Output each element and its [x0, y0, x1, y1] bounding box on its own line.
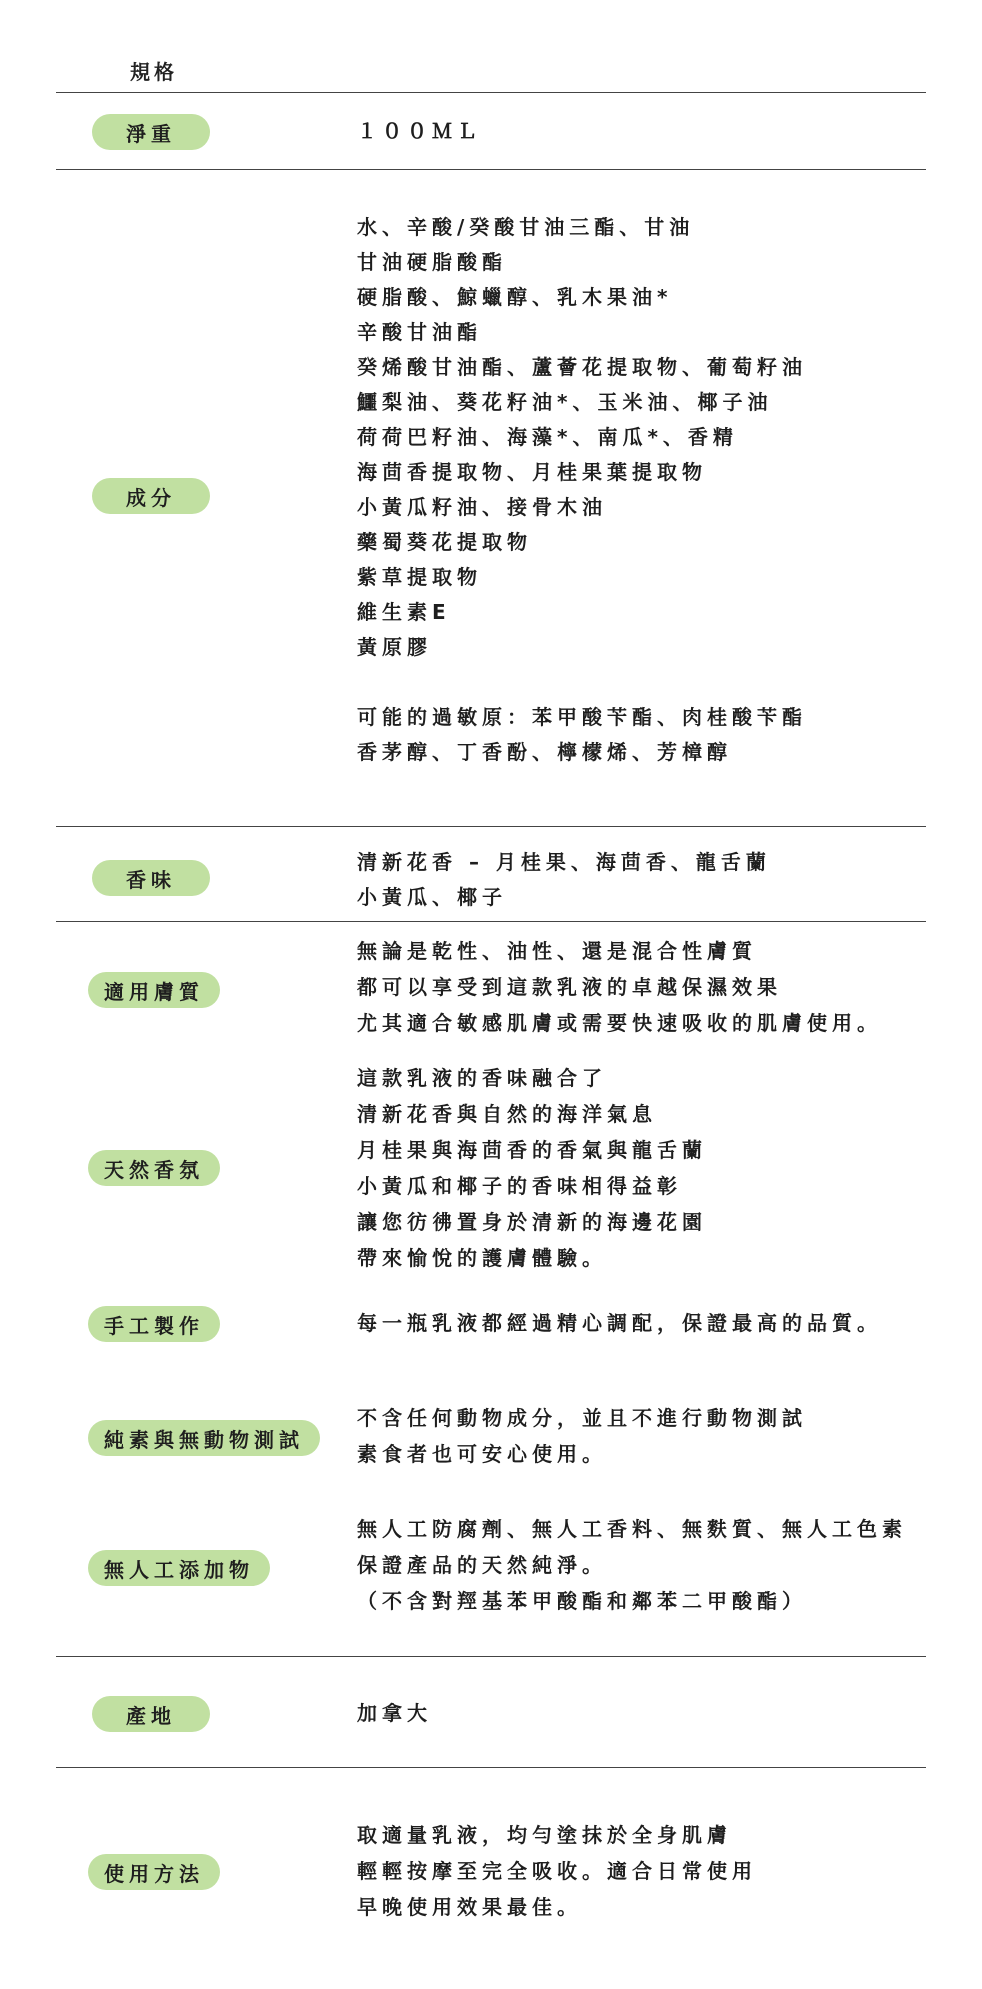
allergen-line: 可能的過敏原：苯甲酸苄酯、肉桂酸苄酯: [357, 705, 807, 729]
no-additives-value: [357, 1511, 907, 1619]
usage-line: 輕輕按摩至完全吸收。適合日常使用: [357, 1859, 757, 1883]
no-additives-label: 無人工添加物: [88, 1550, 270, 1586]
ingredient-line: 紫草提取物: [357, 565, 482, 589]
fragrance-line: 月桂果與海茴香的香氣與龍舌蘭: [357, 1138, 707, 1162]
vegan-label: 純素與無動物測試: [88, 1420, 320, 1456]
origin-line: 加拿大: [357, 1701, 432, 1725]
skin-type-line: 尤其適合敏感肌膚或需要快速吸收的肌膚使用。: [357, 1011, 882, 1035]
skin-type-line: 都可以享受到這款乳液的卓越保濕效果: [357, 975, 782, 999]
skin-type-value: [357, 933, 882, 1041]
net-weight-line: １００ＭＬ: [357, 119, 482, 143]
ingredient-line: 藥蜀葵花提取物: [357, 530, 532, 554]
no-additives-line: 保證產品的天然純淨。: [357, 1553, 607, 1577]
divider-line: [56, 92, 926, 93]
allergen-line: 香茅醇、丁香酚、檸檬烯、芳樟醇: [357, 740, 732, 764]
ingredient-line: 辛酸甘油酯: [357, 320, 482, 344]
fragrance-line: 這款乳液的香味融合了: [357, 1066, 607, 1090]
spec-heading: 規格: [130, 60, 178, 84]
vegan-value: [357, 1400, 807, 1472]
spacer: [357, 665, 807, 700]
natural-fragrance-value: [357, 1060, 707, 1276]
divider-line: [56, 1767, 926, 1768]
scent-line: 清新花香 – 月桂果、海茴香、龍舌蘭: [357, 850, 771, 874]
fragrance-line: 讓您彷彿置身於清新的海邊花園: [357, 1210, 707, 1234]
divider-line: [56, 826, 926, 827]
ingredient-line: 海茴香提取物、月桂果葉提取物: [357, 460, 707, 484]
ingredient-line: 小黃瓜籽油、接骨木油: [357, 495, 607, 519]
handmade-label: 手工製作: [88, 1306, 220, 1342]
origin-label: 產地: [92, 1696, 210, 1732]
ingredient-line: 水、辛酸/癸酸甘油三酯、甘油: [357, 215, 695, 239]
scent-value: [357, 845, 771, 915]
net-weight-value: [357, 114, 482, 149]
divider-line: [56, 1656, 926, 1657]
scent-label: 香味: [92, 860, 210, 896]
no-additives-line: （不含對羥基苯甲酸酯和鄰苯二甲酸酯）: [357, 1589, 807, 1613]
fragrance-line: 小黃瓜和椰子的香味相得益彰: [357, 1174, 682, 1198]
usage-line: 早晚使用效果最佳。: [357, 1895, 582, 1919]
skin-type-label: 適用膚質: [88, 972, 220, 1008]
skin-type-line: 無論是乾性、油性、還是混合性膚質: [357, 939, 757, 963]
net-weight-label: 淨重: [92, 114, 210, 150]
ingredient-line: 維生素E: [357, 600, 451, 624]
no-additives-line: 無人工防腐劑、無人工香料、無麩質、無人工色素: [357, 1517, 907, 1541]
usage-value: [357, 1817, 757, 1925]
scent-line: 小黃瓜、椰子: [357, 885, 507, 909]
ingredients-label: 成分: [92, 478, 210, 514]
fragrance-line: 清新花香與自然的海洋氣息: [357, 1102, 657, 1126]
usage-label: 使用方法: [88, 1854, 220, 1890]
ingredient-line: 硬脂酸、鯨蠟醇、乳木果油*: [357, 285, 673, 309]
ingredient-line: 鱷梨油、葵花籽油*、玉米油、椰子油: [357, 390, 773, 414]
ingredient-line: 癸烯酸甘油酯、蘆薈花提取物、葡萄籽油: [357, 355, 807, 379]
vegan-line: 不含任何動物成分，並且不進行動物測試: [357, 1406, 807, 1430]
divider-line: [56, 169, 926, 170]
ingredients-value: [357, 210, 807, 770]
natural-fragrance-label: 天然香氛: [88, 1150, 220, 1186]
ingredient-line: 荷荷巴籽油、海藻*、南瓜*、香精: [357, 425, 738, 449]
divider-line: [56, 921, 926, 922]
handmade-line: 每一瓶乳液都經過精心調配，保證最高的品質。: [357, 1311, 882, 1335]
usage-line: 取適量乳液，均勻塗抹於全身肌膚: [357, 1823, 732, 1847]
origin-value: [357, 1696, 432, 1731]
ingredient-line: 黃原膠: [357, 635, 432, 659]
ingredient-line: 甘油硬脂酸酯: [357, 250, 507, 274]
fragrance-line: 帶來愉悅的護膚體驗。: [357, 1246, 607, 1270]
handmade-value: [357, 1306, 882, 1341]
vegan-line: 素食者也可安心使用。: [357, 1442, 607, 1466]
